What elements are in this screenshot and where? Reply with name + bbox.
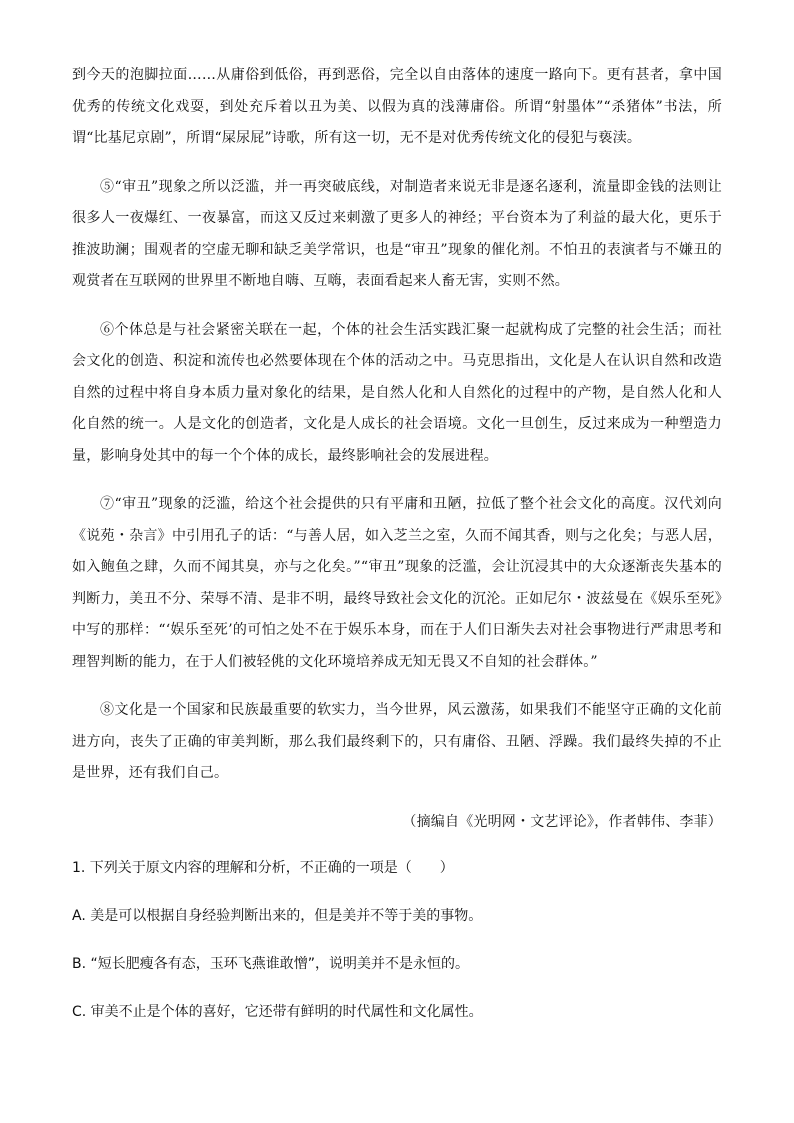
- paragraph-continued: 到今天的泡脚拉面……从庸俗到低俗，再到恶俗，完全以自由落体的速度一路向下。更有甚者，拿中国优秀的传统文化戏耍，到处充斥着以丑为美、以假为真的浅薄庸俗。所谓“射墨体”“杀猪体”书法，所谓“比基尼京剧”，所谓“屎尿屁”诗歌，所有这一切，无不是对优秀传统文化的侵犯与亵渎。: [72, 67, 722, 146]
- option-a: A. 美是可以根据自身经验判断出来的，但是美并不等于美的事物。: [72, 908, 483, 924]
- paragraph-8: ⑧文化是一个国家和民族最重要的软实力，当今世界，风云激荡，如果我们不能坚守正确的文化前进方向，丧失了正确的审美判断，那么我们最终剩下的，只有庸俗、丑陋、浮躁。我们最终失掉的不止是世界，还有我们自己。: [72, 702, 722, 781]
- document-page: [72, 60, 722, 1022]
- paragraph-6: ⑥个体总是与社会紧密关联在一起，个体的社会生活实践汇聚一起就构成了完整的社会生活；而社会文化的创造、积淀和流传也必然要体现在个体的活动之中。马克思指出，文化是人在认识自然和改造自然的过程中将自身本质力量对象化的结果，是自然人化和人自然化的过程中的产物，是自然人化和人化自然的统一。人是文化的创造者，文化是人成长的社会语境。文化一旦创生，反过来成为一种塑造力量，影响身处其中的每一个个体的成长，最终影响社会的发展进程。: [72, 321, 722, 464]
- option-c: C. 审美不止是个体的喜好，它还带有鲜明的时代属性和文化属性。: [72, 1004, 483, 1020]
- question-stem: 1. 下列关于原文内容的理解和分析，不正确的一项是（ ）: [72, 860, 454, 876]
- paragraph-5: ⑤“审丑”现象之所以泛滥，并一再突破底线，对制造者来说无非是逐名逐利，流量即金钱的法则让很多人一夜爆红、一夜暴富，而这又反过来刺激了更多人的神经；平台资本为了利益的最大化，更乐于推波助澜；围观者的空虚无聊和缺乏美学常识，也是“审丑”现象的催化剂。不怕丑的表演者与不嫌丑的观赏者在互联网的世界里不断地自嗨、互嗨，表面看起来人畜无害，实则不然。: [72, 178, 722, 289]
- paragraph-7: ⑦“审丑”现象的泛滥，给这个社会提供的只有平庸和丑陋，拉低了整个社会文化的高度。汉代刘向《说苑・杂言》中引用孔子的话：“与善人居，如入芝兰之室，久而不闻其香，则与之化矣；与恶人居，如入鲍鱼之肆，久而不闻其臭，亦与之化矣。”“审丑”现象的泛滥，会让沉浸其中的大众逐渐丧失基本的判断力，美丑不分、荣辱不清、是非不明，最终导致社会文化的沉沦。正如尼尔・波兹曼在《娱乐至死》中写的那样：“‘娱乐至死’的可怕之处不在于娱乐本身，而在于人们日渐失去对社会事物进行严肃思考和理智判断的能力，在于人们被轻佻的文化环境培养成无知无畏又不自知的社会群体。”: [72, 496, 722, 670]
- option-b: B. “短长肥瘦各有态，玉环飞燕谁敢憎”，说明美并不是永恒的。: [72, 956, 470, 972]
- source-citation: （摘编自《光明网・文艺评论》，作者韩伟、李菲）: [402, 813, 722, 830]
